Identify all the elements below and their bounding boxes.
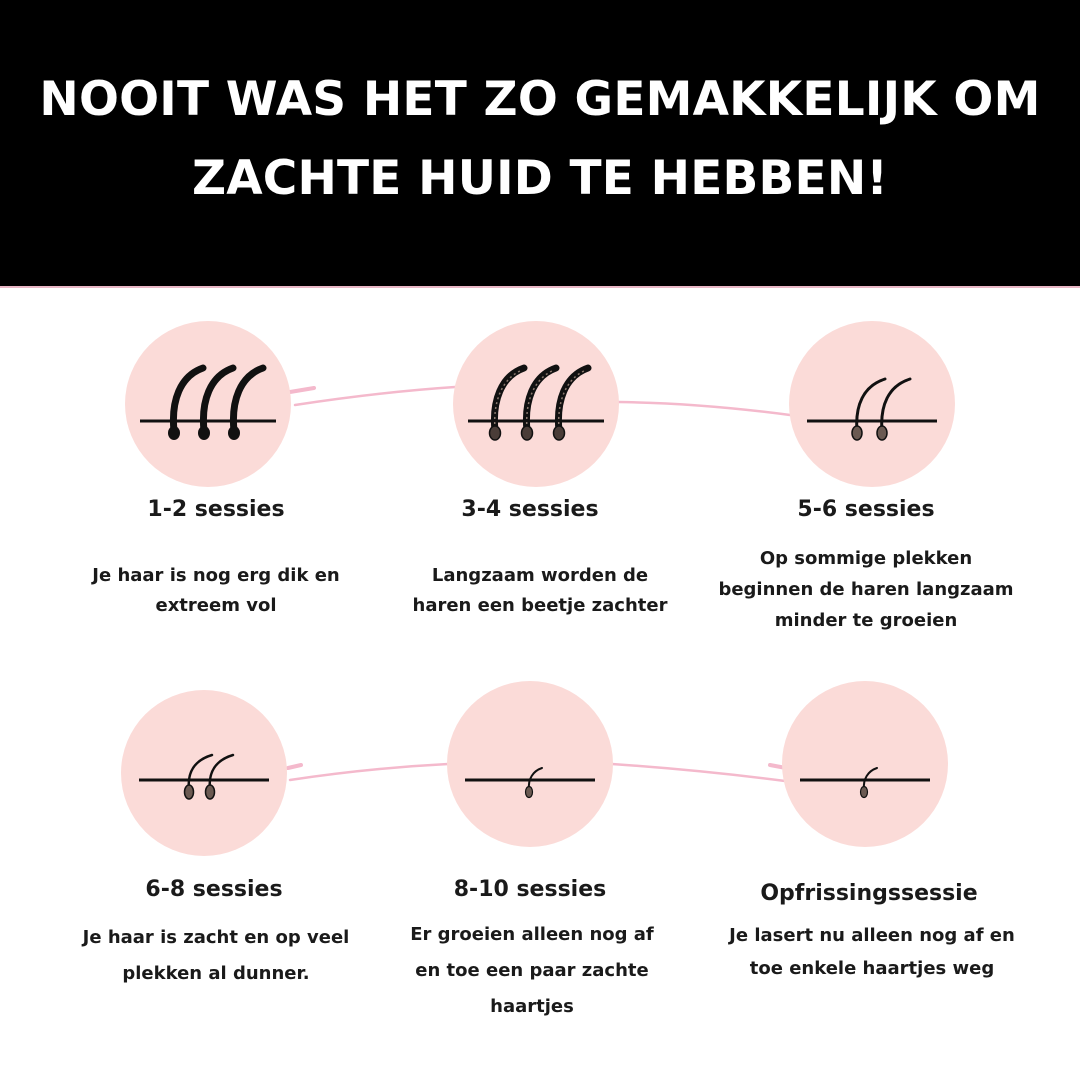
stage-5-description-line: en toe een paar zachte — [415, 960, 649, 981]
three-thick-dark-hairs-icon — [125, 321, 291, 487]
stage-2-description — [370, 561, 710, 621]
stage-2-description-line: Langzaam worden de — [431, 565, 649, 586]
stage-2-circle — [453, 321, 619, 487]
stage-1-circle — [125, 321, 291, 487]
stage-5-description-line: Er groeien alleen nog af — [410, 924, 654, 945]
stage-3-description-line: minder te groeien — [774, 610, 958, 631]
stage-6-description-line: toe enkele haartjes weg — [749, 958, 995, 979]
stage-1-label: 1-2 sessies — [147, 497, 285, 522]
stage-4-description — [46, 920, 386, 992]
connector-1-2 — [295, 387, 455, 405]
stage-2-label: 3-4 sessies — [461, 497, 599, 522]
stage-1-description — [46, 561, 386, 621]
stage-3-description — [696, 543, 1036, 636]
stage-4-description-line: Je haar is zacht en op veel — [82, 927, 350, 948]
two-thinner-hairs-icon — [789, 321, 955, 487]
stage-4-circle — [121, 690, 287, 856]
two-thin-hairs-icon — [121, 690, 287, 856]
stage-3-description-line: Op sommige plekken — [759, 548, 973, 569]
title-line-1: NOOIT WAS HET ZO GEMAKKELIJK OM — [39, 72, 1041, 127]
stage-6-label: Opfrissingssessie — [760, 881, 978, 906]
stage-6-description-line: Je lasert nu alleen nog af en — [729, 925, 1015, 946]
stage-5-description-line: haartjes — [490, 996, 574, 1017]
stage-5-circle — [447, 681, 613, 847]
stage-4-label: 6-8 sessies — [145, 877, 283, 902]
stage-3-label: 5-6 sessies — [797, 497, 935, 522]
stage-2-description-line: haren een beetje zachter — [412, 595, 668, 616]
title-line-2: ZACHTE HUID TE HEBBEN! — [191, 151, 889, 206]
stage-1-description-line: Je haar is nog erg dik en — [92, 565, 340, 586]
connector-2-3 — [618, 402, 790, 415]
stage-6-circle — [782, 681, 948, 847]
stage-6-description — [702, 919, 1042, 985]
stage-5-description — [362, 917, 702, 1025]
single-short-hair-icon — [782, 681, 948, 847]
single-short-hair-icon — [447, 681, 613, 847]
stage-5-label: 8-10 sessies — [453, 877, 607, 902]
connector-5-6 — [612, 764, 785, 781]
stage-1-description-line: extreem vol — [155, 595, 277, 616]
stage-3-circle — [789, 321, 955, 487]
stage-3-description-line: beginnen de haren langzaam — [718, 579, 1014, 600]
connector-4-5 — [290, 764, 448, 780]
three-textured-hairs-icon — [453, 321, 619, 487]
stage-4-description-line: plekken al dunner. — [122, 963, 310, 984]
